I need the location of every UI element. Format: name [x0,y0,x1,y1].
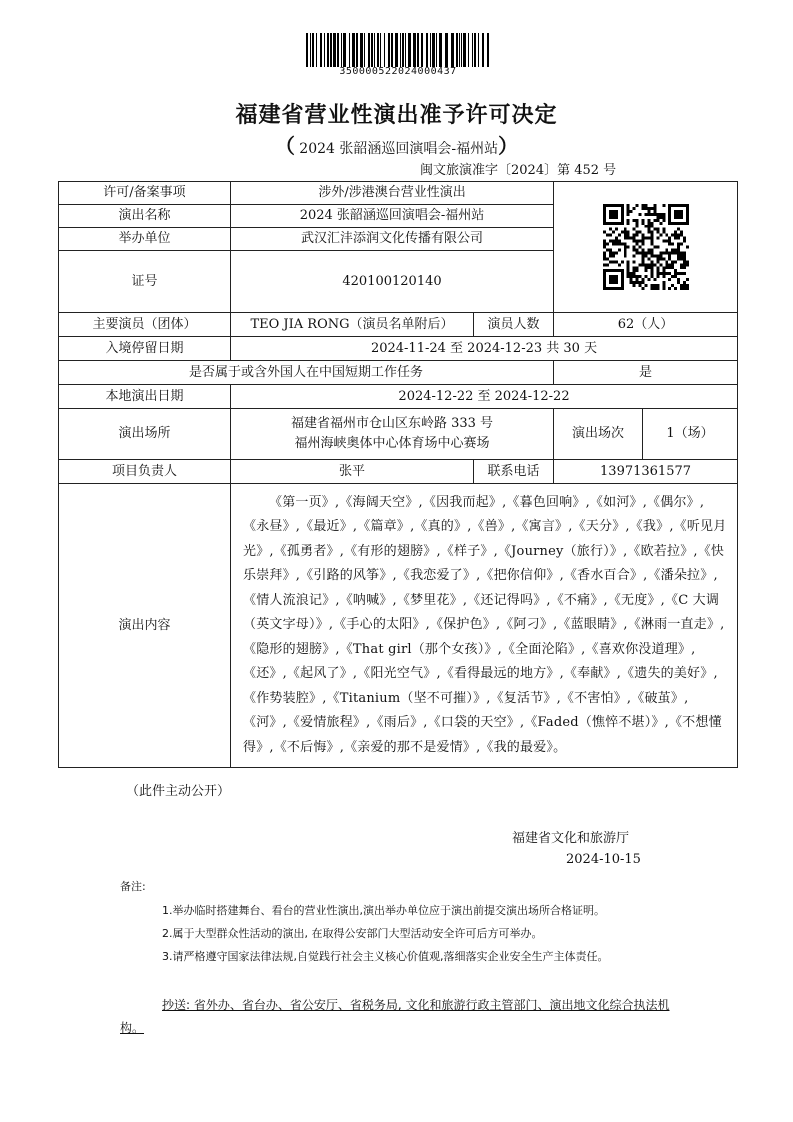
organizer-label: 举办单位 [59,228,231,251]
license-item-label: 许可/备案事项 [59,182,231,205]
note-item: 2.属于大型群众性活动的演出, 在取得公安部门大型活动安全许可后方可举办。 [162,927,543,940]
qr-code-cell [554,182,738,313]
manager-label: 项目负责人 [59,460,231,484]
issue-date: 2024-10-15 [566,852,641,867]
cert-value: 420100120140 [231,251,554,313]
barcode-number: 350000522024000437 [339,66,457,77]
local-date-value: 2024-12-22 至 2024-12-22 [231,385,738,409]
venue-label: 演出场所 [59,409,231,460]
phone-value: 13971361577 [554,460,738,484]
venue-address: 福建省福州市仓山区东岭路 333 号 [290,416,494,431]
cert-label: 证号 [59,251,231,313]
sessions-cell [554,409,738,460]
performer-label: 主要演员（团体） [59,313,231,337]
foreign-work-value: 是 [554,361,738,385]
document-number: 闽文旅演准字〔2024〕第 452 号 [420,163,617,178]
venue-name: 福州海峡奥体中心体育场中心赛场 [294,436,490,451]
performer-value: TEO JIA RONG（演员名单附后） [231,313,474,337]
stay-date-value: 2024-11-24 至 2024-12-23 共 30 天 [231,337,738,361]
phone-label: 联系电话 [474,460,554,484]
show-name-label: 演出名称 [59,205,231,228]
local-date-label: 本地演出日期 [59,385,231,409]
foreign-work-label: 是否属于或含外国人在中国短期工作任务 [59,361,554,385]
cc-distribution: 抄送: 省外办、省台办、省公安厅、省税务局, 文化和旅游行政主管部门、演出地文化综合执法机构。 [120,998,670,1035]
notes-title: 备注: [120,880,146,893]
document-subtitle [0,130,793,159]
sessions-value: 1（场） [666,426,714,441]
subtitle-close-paren: ） [498,134,519,158]
issuing-department: 福建省文化和旅游厅 [512,831,630,846]
content-value: 《第一页》,《海阔天空》,《因我而起》,《暮色回响》,《如河》,《偶尔》,《永昼》,《最近》,《篇章》,《真的》,《兽》,《寓言》,《天分》,《我》,《听见月光》,《孤勇者》,《有形的翅膀》,《样子》,《Journey（旅行）》,《欧若拉》,《快乐崇拜》,《引路的风筝》,《我恋爱了》,《把你信仰》,《香水百合》,《潘朵拉》,《情人流浪记》,《呐喊》,《梦里花》,《还记得吗》,《不痛》,《无度》,《C 大调（英文字母）》,《手心的太阳》,《保护色》,《阿刁》,《蓝眼睛》,《淋雨一直走》,《隐形的翅膀》,《That girl（那个女孩）》,《全面沦陷》,《喜欢你没道理》,《还》,《起风了》,《阳光空气》,《看得最远的地方》,《奉献》,《遗失的美好》,《作势装腔》,《Titanium（坚不可摧）》,《复活节》,《不害怕》,《破茧》,《河》,《爱情旅程》,《雨后》,《口袋的天空》,《Faded（憔悴不堪）》,《不想懂得》,《不后悔》,《亲爱的那不是爱情》,《我的最爱》。 [231,484,738,768]
subtitle-text: 2024 张韶涵巡回演唱会-福州站 [294,141,499,157]
stay-date-label: 入境停留日期 [59,337,231,361]
license-item-value: 涉外/涉港澳台营业性演出 [231,182,554,205]
show-name-value: 2024 张韶涵巡回演唱会-福州站 [231,205,554,228]
venue-value [231,409,554,460]
performer-count-label: 演员人数 [474,313,554,337]
note-item: 1.举办临时搭建舞台、看台的营业性演出,演出举办单位应于演出前提交演出场所合格证明。 [162,904,605,917]
document-title: 福建省营业性演出准予许可决定 [235,103,558,128]
manager-value: 张平 [231,460,474,484]
public-disclosure-note: （此件主动公开） [126,784,231,799]
note-item: 3.请严格遵守国家法律法规,自觉践行社会主义核心价值观,落细落实企业安全生产主体责任。 [162,950,609,963]
performer-count-value: 62（人） [554,313,738,337]
license-table [58,181,738,768]
subtitle-open-paren: （ [274,134,295,158]
organizer-value: 武汉汇沣添润文化传播有限公司 [231,228,554,251]
content-label: 演出内容 [59,484,231,768]
qr-code [603,204,689,290]
sessions-label: 演出场次 [554,409,643,459]
barcode [306,33,490,67]
